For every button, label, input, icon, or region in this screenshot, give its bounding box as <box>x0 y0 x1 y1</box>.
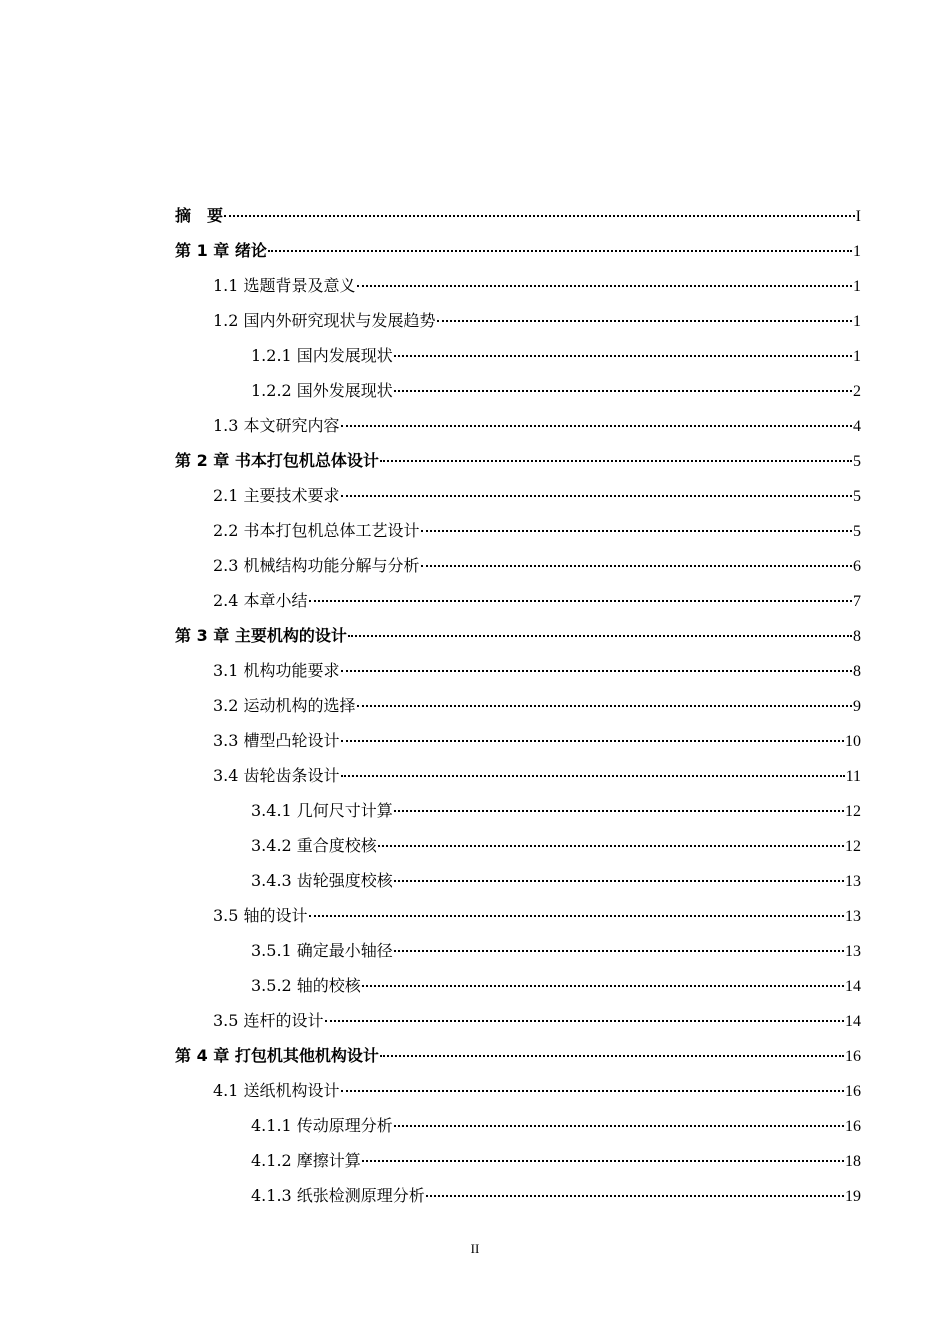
toc-entry-title: 2.1 主要技术要求 <box>213 486 340 505</box>
toc-entry-title: 摘 要 <box>175 206 224 225</box>
toc-entry-page: 8 <box>853 628 861 645</box>
toc-dot-leader <box>341 739 844 742</box>
toc-entry-title: 1.3 本文研究内容 <box>213 416 340 435</box>
toc-entry[interactable] <box>175 1073 861 1108</box>
toc-entry[interactable] <box>175 1178 861 1213</box>
toc-dot-leader <box>380 459 852 462</box>
toc-dot-leader <box>380 1054 844 1057</box>
toc-entry[interactable] <box>175 233 861 268</box>
toc-dot-leader <box>426 1194 844 1197</box>
toc-entry-title: 2.4 本章小结 <box>213 591 308 610</box>
toc-entry-title: 3.4.2 重合度校核 <box>251 836 377 855</box>
toc-dot-leader <box>362 1159 844 1162</box>
toc-entry-page: 6 <box>853 558 861 575</box>
toc-dot-leader <box>325 1019 844 1022</box>
toc-dot-leader <box>394 879 844 882</box>
toc-entry[interactable] <box>175 478 861 513</box>
toc-entry-page: 1 <box>853 313 861 330</box>
toc-entry-page: 5 <box>853 523 861 540</box>
toc-entry[interactable] <box>175 408 861 443</box>
toc-entry-title: 4.1.3 纸张检测原理分析 <box>251 1186 425 1205</box>
toc-entry-page: 5 <box>853 488 861 505</box>
toc-entry-page: 4 <box>853 418 861 435</box>
toc-entry-title: 2.3 机械结构功能分解与分析 <box>213 556 420 575</box>
toc-entry-title: 3.4 齿轮齿条设计 <box>213 766 340 785</box>
toc-dot-leader <box>341 494 852 497</box>
toc-entry-title: 3.4.3 齿轮强度校核 <box>251 871 393 890</box>
toc-entry[interactable] <box>175 828 861 863</box>
toc-entry[interactable] <box>175 548 861 583</box>
toc-entry[interactable] <box>175 618 861 653</box>
toc-entry[interactable] <box>175 338 861 373</box>
toc-dot-leader <box>341 669 852 672</box>
toc-entry-page: 8 <box>853 663 861 680</box>
toc-entry[interactable] <box>175 863 861 898</box>
toc-entry-page: 16 <box>845 1083 861 1100</box>
toc-dot-leader <box>348 634 852 637</box>
toc-dot-leader <box>309 914 844 917</box>
toc-entry-page: 14 <box>845 1013 861 1030</box>
toc-entry-title: 第 3 章 主要机构的设计 <box>175 626 347 645</box>
toc-dot-leader <box>437 319 852 322</box>
toc-dot-leader <box>357 284 852 287</box>
toc-entry[interactable] <box>175 1108 861 1143</box>
toc-entry-page: 13 <box>845 873 861 890</box>
toc-dot-leader <box>362 984 844 987</box>
toc-entry[interactable] <box>175 968 861 1003</box>
toc-entry-page: 7 <box>853 593 861 610</box>
toc-entry-page: 11 <box>845 768 861 785</box>
toc-entry[interactable] <box>175 758 861 793</box>
toc-entry-title: 1.2.2 国外发展现状 <box>251 381 393 400</box>
toc-entry-page: 12 <box>845 838 861 855</box>
toc-entry-page: 2 <box>853 383 861 400</box>
toc-dot-leader <box>421 564 852 567</box>
toc-entry[interactable] <box>175 198 861 233</box>
toc-entry-page: 1 <box>853 243 861 260</box>
toc-entry-title: 3.5 轴的设计 <box>213 906 308 925</box>
toc-entry-title: 3.3 槽型凸轮设计 <box>213 731 340 750</box>
toc-entry-page: 18 <box>845 1153 861 1170</box>
toc-entry-page: 5 <box>853 453 861 470</box>
toc-entry-title: 第 2 章 书本打包机总体设计 <box>175 451 379 470</box>
toc-entry-title: 4.1.2 摩擦计算 <box>251 1151 361 1170</box>
toc-entry[interactable] <box>175 898 861 933</box>
toc-entry-title: 1.1 选题背景及意义 <box>213 276 356 295</box>
toc-entry[interactable] <box>175 653 861 688</box>
toc-entry-page: 10 <box>845 733 861 750</box>
toc-entry-title: 3.5 连杆的设计 <box>213 1011 324 1030</box>
toc-entry-page: I <box>855 208 861 225</box>
toc-dot-leader <box>341 1089 844 1092</box>
toc-entry[interactable] <box>175 1003 861 1038</box>
toc-dot-leader <box>378 844 844 847</box>
toc-entry[interactable] <box>175 513 861 548</box>
toc-entry-title: 4.1 送纸机构设计 <box>213 1081 340 1100</box>
toc-entry-page: 19 <box>845 1188 861 1205</box>
toc-entry[interactable] <box>175 933 861 968</box>
toc-dot-leader <box>394 949 844 952</box>
toc-entry[interactable] <box>175 268 861 303</box>
toc-dot-leader <box>357 704 852 707</box>
toc-dot-leader <box>341 424 852 427</box>
toc-dot-leader <box>421 529 852 532</box>
table-of-contents <box>175 198 861 1213</box>
toc-entry-page: 14 <box>845 978 861 995</box>
toc-entry[interactable] <box>175 373 861 408</box>
toc-entry-page: 13 <box>845 943 861 960</box>
toc-dot-leader <box>394 389 852 392</box>
toc-entry-title: 3.5.1 确定最小轴径 <box>251 941 393 960</box>
toc-entry[interactable] <box>175 723 861 758</box>
toc-entry[interactable] <box>175 1038 861 1073</box>
toc-entry-page: 16 <box>845 1118 861 1135</box>
toc-entry[interactable] <box>175 443 861 478</box>
toc-entry[interactable] <box>175 583 861 618</box>
toc-dot-leader <box>394 1124 844 1127</box>
toc-entry-page: 1 <box>853 348 861 365</box>
page-number: II <box>470 1241 480 1256</box>
toc-entry-title: 第 4 章 打包机其他机构设计 <box>175 1046 379 1065</box>
toc-entry-page: 16 <box>845 1048 861 1065</box>
toc-entry[interactable] <box>175 303 861 338</box>
toc-dot-leader <box>224 214 855 217</box>
toc-entry[interactable] <box>175 1143 861 1178</box>
toc-dot-leader <box>341 774 845 777</box>
toc-entry-title: 3.4.1 几何尺寸计算 <box>251 801 393 820</box>
toc-entry-title: 4.1.1 传动原理分析 <box>251 1116 393 1135</box>
toc-entry-title: 1.2 国内外研究现状与发展趋势 <box>213 311 436 330</box>
toc-entry-title: 1.2.1 国内发展现状 <box>251 346 393 365</box>
toc-entry-title: 3.1 机构功能要求 <box>213 661 340 680</box>
toc-entry-page: 9 <box>853 698 861 715</box>
toc-dot-leader <box>268 249 852 252</box>
toc-entry-page: 12 <box>845 803 861 820</box>
toc-entry-title: 第 1 章 绪论 <box>175 241 267 260</box>
toc-entry[interactable] <box>175 793 861 828</box>
toc-dot-leader <box>394 809 844 812</box>
toc-entry-title: 3.2 运动机构的选择 <box>213 696 356 715</box>
toc-entry-page: 1 <box>853 278 861 295</box>
toc-entry[interactable] <box>175 688 861 723</box>
toc-dot-leader <box>394 354 852 357</box>
toc-dot-leader <box>309 599 852 602</box>
toc-entry-page: 13 <box>845 908 861 925</box>
toc-entry-title: 3.5.2 轴的校核 <box>251 976 361 995</box>
toc-entry-title: 2.2 书本打包机总体工艺设计 <box>213 521 420 540</box>
